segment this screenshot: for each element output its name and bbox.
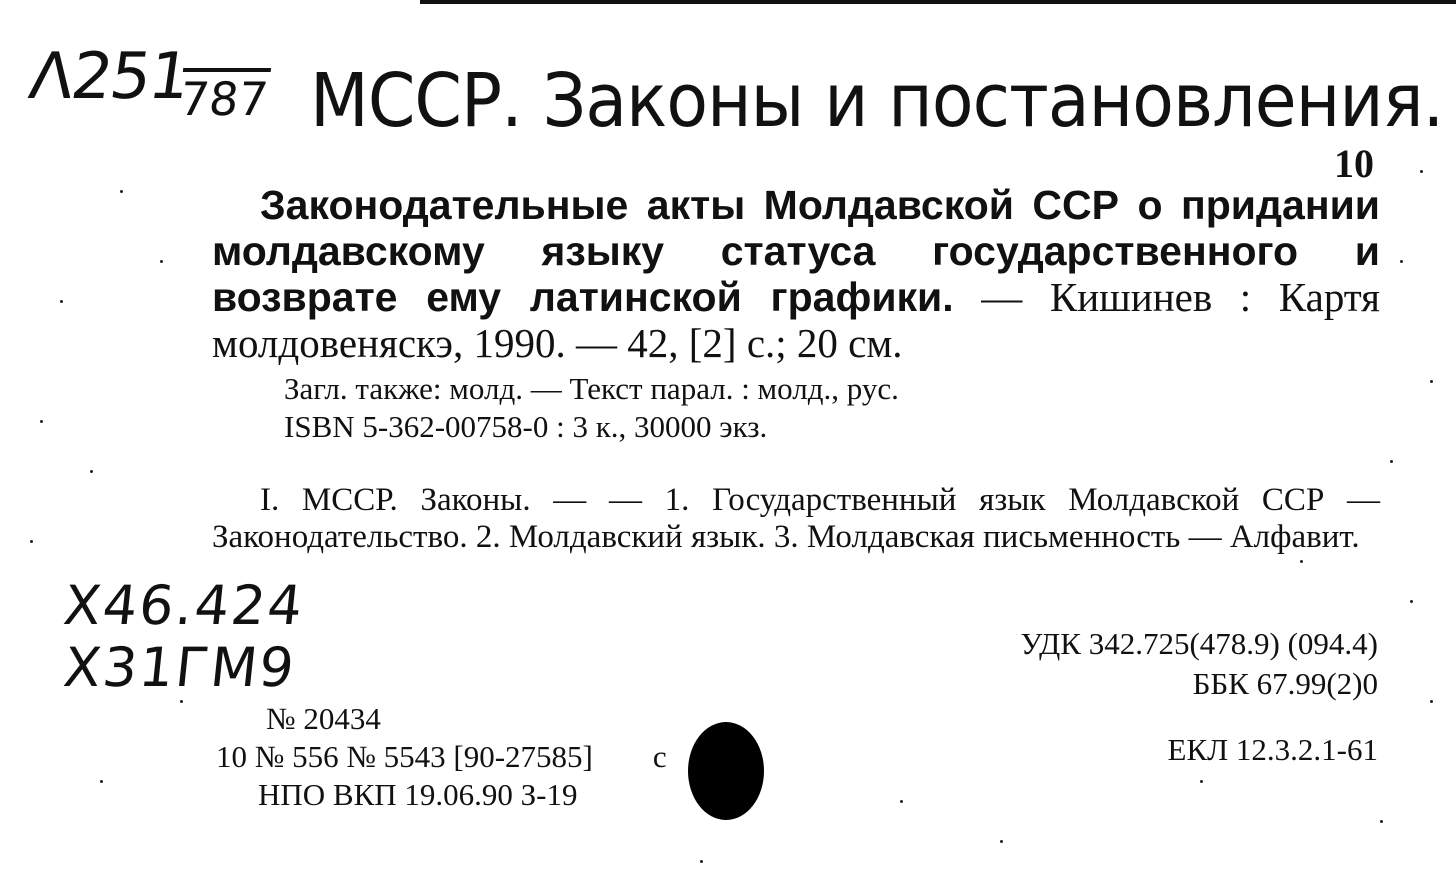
scan-speck (1430, 380, 1433, 383)
scan-speck (1400, 260, 1403, 263)
scan-speck (30, 540, 33, 543)
top-border-line (420, 0, 1456, 4)
entry-notes (284, 370, 899, 446)
udk-code: УДК 342.725(478.9) (094.4) (1020, 626, 1378, 661)
scan-speck (100, 780, 103, 783)
scan-speck (120, 190, 123, 193)
classification-block (1020, 624, 1378, 704)
scan-speck (40, 420, 43, 423)
scan-speck (60, 300, 63, 303)
order-numbers-text: 10 № 556 № 5543 [90-27585] (216, 739, 593, 774)
handwritten-class-code-2: Х31ГМ9 (60, 636, 299, 699)
scan-speck (160, 260, 163, 263)
note-isbn: ISBN 5-362-00758-0 : 3 к., 30000 экз. (284, 409, 768, 444)
order-numbers-tail: с (652, 739, 667, 774)
handwritten-catalog-code: Λ251 (24, 40, 194, 114)
scan-speck (900, 800, 903, 803)
scan-speck (90, 470, 93, 473)
scan-speck (1300, 560, 1303, 563)
bbk-code: ББК 67.99(2)0 (1192, 666, 1378, 701)
note-parallel-text: Загл. также: молд. — Текст парал. : молд., рус. (284, 371, 899, 406)
scan-speck (1420, 170, 1423, 173)
handwritten-heading: МССР. Законы и постановления. (310, 58, 1444, 144)
scan-speck (1410, 600, 1413, 603)
entry-title: Законодательные акты Молдавской ССР о придании молдавскому языку статуса государственного и возврате ему латинской графики. (212, 182, 1380, 320)
registration-number: № 20434 (266, 701, 381, 736)
printing-info: НПО ВКП 19.06.90 З-19 (258, 777, 578, 812)
scan-speck (1000, 840, 1003, 843)
registration-block (216, 700, 667, 814)
entry-imprint: — Кишинев : Картя молдовеняскэ, 1990. — 42, [2] с.; 20 см. (212, 274, 1381, 366)
order-numbers (216, 738, 667, 776)
scan-speck (700, 860, 703, 863)
handwritten-catalog-sub: 787 (177, 72, 271, 126)
punch-hole (688, 722, 764, 820)
ekl-code: ЕКЛ 12.3.2.1-61 (1167, 732, 1378, 767)
handwritten-class-code-1: Х46.424 (60, 574, 308, 637)
scan-speck (180, 700, 183, 703)
subject-headings-text: I. МССР. Законы. — — 1. Государственный язык Молдавской ССР — Законодательство. 2. Молдавский язык. 3. Молдавская письменность — Алфавит. (212, 482, 1380, 555)
scan-speck (1390, 460, 1393, 463)
card-number: 10 (1334, 141, 1374, 186)
subject-headings (212, 482, 1380, 556)
scan-speck (1200, 780, 1203, 783)
scan-speck (1380, 820, 1383, 823)
scan-speck (1430, 700, 1433, 703)
bibliographic-entry (212, 182, 1380, 366)
